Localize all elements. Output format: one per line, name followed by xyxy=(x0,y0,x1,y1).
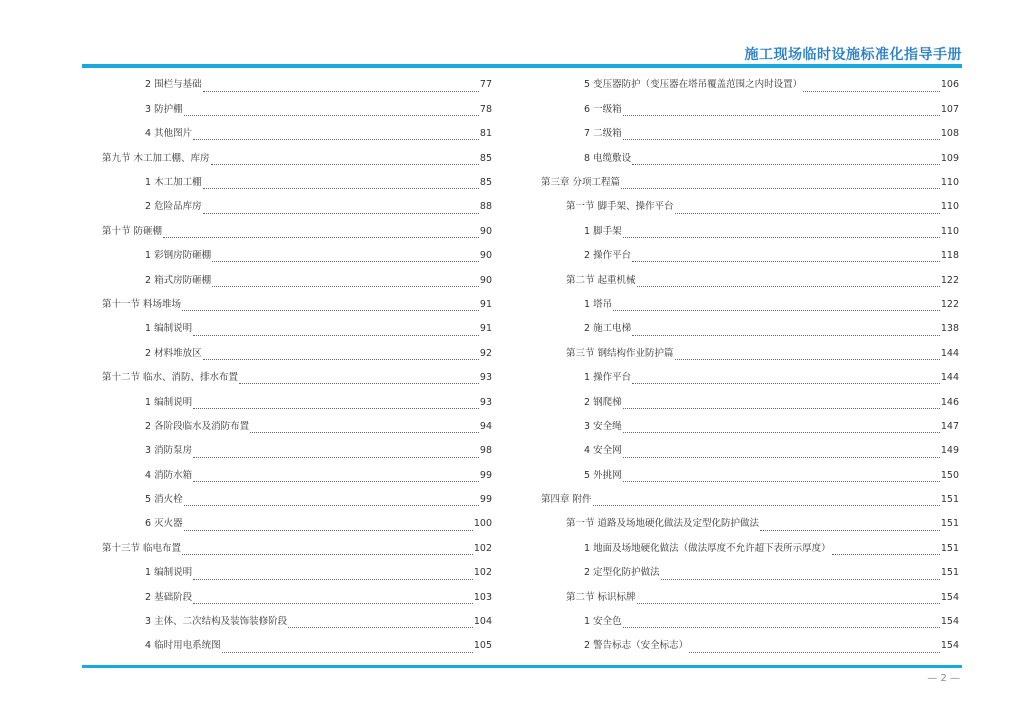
toc-dot-leader xyxy=(632,327,940,336)
toc-entry-label: 3 防护棚 xyxy=(145,103,183,115)
toc-entry[interactable] xyxy=(541,219,959,243)
toc-entry-label: 6 灭火器 xyxy=(145,518,183,530)
toc-entry[interactable] xyxy=(541,439,959,463)
toc-entry-page: 104 xyxy=(473,616,492,628)
toc-dot-leader xyxy=(163,229,479,238)
toc-dot-leader xyxy=(222,644,473,653)
toc-entry-page: 92 xyxy=(479,347,492,359)
toc-entry[interactable] xyxy=(102,268,492,292)
toc-entry-page: 122 xyxy=(940,298,959,310)
toc-dot-leader xyxy=(637,278,940,287)
toc-entry-label: 1 编制说明 xyxy=(145,567,193,579)
toc-dot-leader xyxy=(661,571,940,580)
toc-entry[interactable] xyxy=(102,244,492,268)
toc-entry[interactable] xyxy=(102,366,492,390)
toc-entry-label: 8 电缆敷设 xyxy=(584,152,632,164)
toc-dot-leader xyxy=(613,302,940,311)
toc-dot-leader xyxy=(623,619,940,628)
toc-dot-leader xyxy=(832,546,940,555)
toc-entry-label: 2 危险品库房 xyxy=(145,201,202,213)
toc-entry[interactable] xyxy=(102,536,492,560)
toc-entry-page: 102 xyxy=(473,567,492,579)
toc-dot-leader xyxy=(623,229,940,238)
toc-dot-leader xyxy=(193,131,479,140)
toc-dot-leader xyxy=(203,83,479,92)
toc-entry[interactable] xyxy=(541,195,959,219)
toc-entry[interactable] xyxy=(541,488,959,512)
toc-entry-label: 2 材料堆放区 xyxy=(145,347,202,359)
toc-entry-page: 98 xyxy=(479,445,492,457)
toc-entry-page: 110 xyxy=(940,177,959,188)
toc-entry-label: 3 主体、二次结构及装饰装修阶段 xyxy=(145,616,288,628)
toc-entry-label: 2 钢爬梯 xyxy=(584,396,622,408)
toc-column-left xyxy=(102,73,492,658)
toc-entry-page: 151 xyxy=(940,542,959,554)
toc-entry-label: 4 消防水箱 xyxy=(145,469,193,481)
toc-entry-label: 第十一节 料场堆场 xyxy=(102,298,182,310)
toc-dot-leader xyxy=(239,375,479,384)
footer-rule xyxy=(82,665,962,668)
toc-entry-page: 154 xyxy=(940,591,959,603)
document-header-title: 施工现场临时设施标准化指导手册 xyxy=(744,47,962,63)
toc-entry-label: 2 基础阶段 xyxy=(145,591,193,603)
toc-entry-label: 6 一级箱 xyxy=(584,103,622,115)
toc-entry-page: 107 xyxy=(940,103,959,115)
toc-entry[interactable] xyxy=(541,512,959,536)
toc-entry[interactable] xyxy=(102,73,492,97)
toc-entry-page: 88 xyxy=(479,201,492,213)
toc-entry-page: 100 xyxy=(473,518,492,530)
toc-entry-page: 149 xyxy=(940,445,959,457)
toc-entry-page: 109 xyxy=(940,152,959,164)
toc-entry-page: 90 xyxy=(479,225,492,237)
toc-entry-page: 150 xyxy=(940,469,959,481)
toc-entry-page: 85 xyxy=(479,177,492,188)
toc-entry-label: 5 外挑网 xyxy=(584,469,622,481)
toc-entry-page: 110 xyxy=(940,225,959,237)
toc-dot-leader xyxy=(212,253,479,262)
toc-dot-leader xyxy=(689,644,940,653)
toc-entry-label: 1 操作平台 xyxy=(584,372,632,384)
toc-entry-page: 77 xyxy=(479,79,492,91)
toc-entry-label: 第一节 脚手架、操作平台 xyxy=(566,201,674,213)
toc-entry[interactable] xyxy=(541,146,959,170)
toc-dot-leader xyxy=(193,473,479,482)
toc-entry-page: 90 xyxy=(479,274,492,286)
toc-dot-leader xyxy=(760,522,940,531)
toc-entry[interactable] xyxy=(102,122,492,146)
toc-entry[interactable] xyxy=(541,293,959,317)
toc-entry-label: 1 彩钢房防砸棚 xyxy=(145,250,212,262)
toc-dot-leader xyxy=(621,180,940,189)
toc-entry[interactable] xyxy=(102,171,492,195)
toc-dot-leader xyxy=(193,400,479,409)
toc-entry-label: 1 脚手架 xyxy=(584,225,622,237)
toc-entry-page: 94 xyxy=(479,420,492,432)
toc-entry[interactable] xyxy=(541,414,959,438)
toc-dot-leader xyxy=(623,107,940,116)
toc-dot-leader xyxy=(193,571,473,580)
toc-entry[interactable] xyxy=(541,73,959,97)
toc-entry[interactable] xyxy=(541,585,959,609)
toc-entry-label: 4 安全网 xyxy=(584,445,622,457)
toc-entry-label: 3 消防泵房 xyxy=(145,445,193,457)
toc-entry-page: 99 xyxy=(479,469,492,481)
toc-entry[interactable] xyxy=(541,317,959,341)
toc-entry[interactable] xyxy=(102,634,492,658)
toc-entry-label: 2 各阶段临水及消防布置 xyxy=(145,420,250,432)
toc-dot-leader xyxy=(182,302,479,311)
toc-entry[interactable] xyxy=(102,488,492,512)
toc-entry-page: 105 xyxy=(473,640,492,652)
toc-entry-label: 1 安全色 xyxy=(584,616,622,628)
toc-entry-label: 第十三节 临电布置 xyxy=(102,542,182,554)
toc-dot-leader xyxy=(203,205,479,214)
toc-dot-leader xyxy=(623,424,940,433)
toc-entry-page: 78 xyxy=(479,103,492,115)
toc-entry-label: 3 安全绳 xyxy=(584,420,622,432)
toc-entry-page: 106 xyxy=(940,79,959,91)
toc-entry-page: 151 xyxy=(940,494,959,506)
toc-entry[interactable] xyxy=(541,366,959,390)
toc-entry-label: 1 地面及场地硬化做法（做法厚度不允许超下表所示厚度） xyxy=(584,542,831,554)
toc-entry-label: 2 围栏与基础 xyxy=(145,79,202,91)
toc-entry-label: 1 编制说明 xyxy=(145,323,193,335)
toc-entry[interactable] xyxy=(102,97,492,121)
toc-entry-label: 第十二节 临水、消防、排水布置 xyxy=(102,372,239,384)
toc-entry-page: 144 xyxy=(940,347,959,359)
toc-entry-label: 2 警告标志（安全标志） xyxy=(584,640,689,652)
toc-dot-leader xyxy=(632,156,940,165)
toc-entry[interactable] xyxy=(102,341,492,365)
toc-entry-label: 2 操作平台 xyxy=(584,250,632,262)
toc-dot-leader xyxy=(212,278,479,287)
toc-dot-leader xyxy=(623,400,940,409)
toc-dot-leader xyxy=(632,375,940,384)
toc-entry[interactable] xyxy=(541,171,959,195)
toc-entry-label: 7 二级箱 xyxy=(584,128,622,140)
toc-entry-label: 4 临时用电系统图 xyxy=(145,640,221,652)
toc-dot-leader xyxy=(632,253,940,262)
toc-dot-leader xyxy=(803,83,940,92)
toc-dot-leader xyxy=(675,351,940,360)
toc-entry-page: 85 xyxy=(479,152,492,164)
toc-dot-leader xyxy=(182,546,473,555)
toc-entry-label: 第九节 木工加工棚、库房 xyxy=(102,152,210,164)
toc-dot-leader xyxy=(184,522,473,531)
toc-entry[interactable] xyxy=(102,293,492,317)
toc-dot-leader xyxy=(623,449,940,458)
toc-entry-page: 99 xyxy=(479,494,492,506)
toc-entry-label: 2 箱式房防砸棚 xyxy=(145,274,212,286)
toc-dot-leader xyxy=(288,619,473,628)
toc-dot-leader xyxy=(193,595,473,604)
toc-dot-leader xyxy=(623,131,940,140)
toc-entry[interactable] xyxy=(541,122,959,146)
toc-entry[interactable] xyxy=(102,317,492,341)
toc-entry-page: 146 xyxy=(940,396,959,408)
toc-entry-page: 91 xyxy=(479,323,492,335)
toc-entry-page: 90 xyxy=(479,250,492,262)
toc-entry-page: 110 xyxy=(940,201,959,213)
toc-entry[interactable] xyxy=(102,219,492,243)
toc-entry-page: 144 xyxy=(940,372,959,384)
toc-entry[interactable] xyxy=(102,463,492,487)
toc-entry-page: 93 xyxy=(479,372,492,384)
toc-entry[interactable] xyxy=(102,195,492,219)
toc-entry-page: 151 xyxy=(940,567,959,579)
toc-entry[interactable] xyxy=(102,390,492,414)
toc-entry-page: 151 xyxy=(940,518,959,530)
toc-entry-label: 5 变压器防护（变压器在塔吊覆盖范围之内时设置） xyxy=(584,79,803,91)
toc-entry-label: 第三章 分项工程篇 xyxy=(541,177,621,188)
toc-entry[interactable] xyxy=(102,146,492,170)
toc-entry-page: 122 xyxy=(940,274,959,286)
toc-entry-label: 2 施工电梯 xyxy=(584,323,632,335)
toc-dot-leader xyxy=(203,351,479,360)
toc-dot-leader xyxy=(637,595,940,604)
toc-entry-label: 第十节 防砸棚 xyxy=(102,225,163,237)
toc-entry-label: 1 编制说明 xyxy=(145,396,193,408)
toc-entry[interactable] xyxy=(541,97,959,121)
toc-entry[interactable] xyxy=(541,536,959,560)
toc-entry-label: 1 塔吊 xyxy=(584,298,613,310)
toc-entry[interactable] xyxy=(102,512,492,536)
toc-entry-label: 第二节 标识标牌 xyxy=(566,591,636,603)
toc-dot-leader xyxy=(623,473,940,482)
toc-entry-label: 第四章 附件 xyxy=(541,494,592,506)
toc-entry[interactable] xyxy=(102,414,492,438)
toc-entry-label: 5 消火栓 xyxy=(145,494,183,506)
toc-entry[interactable] xyxy=(541,610,959,634)
toc-entry-page: 147 xyxy=(940,420,959,432)
toc-entry-label: 第二节 起重机械 xyxy=(566,274,636,286)
toc-entry-page: 81 xyxy=(479,128,492,140)
toc-entry-label: 第三节 钢结构作业防护篇 xyxy=(566,347,674,359)
toc-entry[interactable] xyxy=(102,561,492,585)
toc-entry-page: 108 xyxy=(940,128,959,140)
toc-dot-leader xyxy=(593,497,940,506)
header-rule xyxy=(82,64,962,68)
toc-dot-leader xyxy=(184,107,479,116)
toc-entry[interactable] xyxy=(541,390,959,414)
toc-dot-leader xyxy=(193,449,479,458)
toc-entry-page: 91 xyxy=(479,298,492,310)
toc-entry[interactable] xyxy=(102,585,492,609)
toc-dot-leader xyxy=(203,180,479,189)
toc-column-right xyxy=(541,73,959,658)
toc-entry-label: 2 定型化防护做法 xyxy=(584,567,660,579)
toc-entry[interactable] xyxy=(541,463,959,487)
toc-entry-page: 138 xyxy=(940,323,959,335)
toc-entry-label: 4 其他图片 xyxy=(145,128,193,140)
toc-entry-page: 103 xyxy=(473,591,492,603)
toc-entry-label: 第一节 道路及场地硬化做法及定型化防护做法 xyxy=(566,518,760,530)
toc-entry[interactable] xyxy=(102,439,492,463)
toc-entry[interactable] xyxy=(541,244,959,268)
toc-dot-leader xyxy=(211,156,479,165)
toc-dot-leader xyxy=(184,497,479,506)
toc-dot-leader xyxy=(250,424,479,433)
toc-dot-leader xyxy=(193,327,479,336)
toc-dot-leader xyxy=(675,205,940,214)
toc-entry[interactable] xyxy=(541,561,959,585)
toc-entry-page: 118 xyxy=(940,250,959,262)
toc-entry[interactable] xyxy=(541,634,959,658)
toc-entry-page: 102 xyxy=(473,542,492,554)
toc-entry[interactable] xyxy=(102,610,492,634)
page-number: — 2 — xyxy=(927,673,960,684)
toc-entry-page: 154 xyxy=(940,640,959,652)
toc-entry-label: 1 木工加工棚 xyxy=(145,177,202,188)
toc-entry-page: 154 xyxy=(940,616,959,628)
toc-entry-page: 93 xyxy=(479,396,492,408)
toc-entry[interactable] xyxy=(541,341,959,365)
toc-entry[interactable] xyxy=(541,268,959,292)
